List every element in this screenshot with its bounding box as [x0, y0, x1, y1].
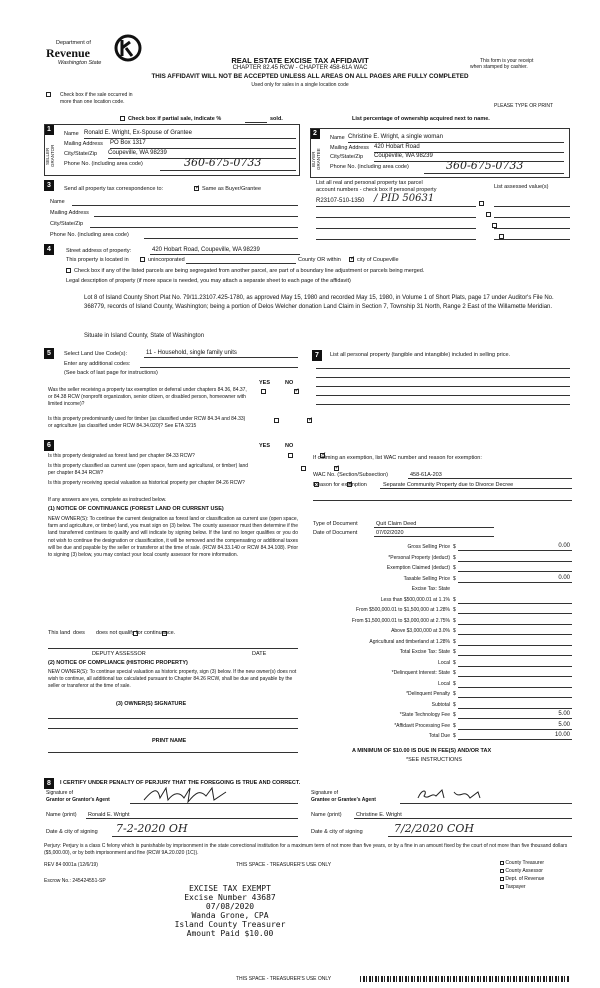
- section-7-marker: 7: [312, 350, 322, 361]
- tax-row-label: Taxable Selling Price: [403, 575, 450, 582]
- divider: [400, 803, 572, 804]
- divider: [316, 404, 570, 405]
- tax-row-line: [458, 697, 572, 698]
- tax-row-label: Total Excise Tax: State: [399, 649, 450, 655]
- q2-yes-checkbox[interactable]: [274, 418, 279, 423]
- divider: [160, 170, 296, 171]
- tax-row: [310, 710, 574, 721]
- tax-row-line: [458, 624, 572, 625]
- divider: [408, 478, 572, 479]
- divider: [186, 263, 296, 264]
- tax-row-line: [458, 561, 572, 562]
- seller-phone[interactable]: 360-675-0733: [184, 156, 262, 169]
- divider: [316, 228, 476, 229]
- forest-yes-checkbox[interactable]: [288, 453, 293, 458]
- parcel-handwritten: / PID 50631: [374, 193, 435, 204]
- tax-row-label: *State Technology Fee: [399, 712, 450, 718]
- divider: [348, 142, 564, 143]
- same-as-buyer-checkbox[interactable]: [194, 186, 199, 192]
- divider: [316, 239, 476, 240]
- personal-property-checkbox-2[interactable]: [486, 212, 491, 217]
- tax-row-line: [458, 550, 572, 551]
- tax-row: [310, 700, 574, 711]
- dollar-sign: $: [453, 617, 456, 624]
- dollar-sign: $: [453, 544, 456, 550]
- dollar-sign: $: [453, 649, 456, 655]
- tax-row-line: [458, 613, 572, 614]
- additional-codes-field[interactable]: [140, 367, 298, 368]
- dollar-sign: $: [453, 575, 456, 582]
- section-2-marker: 2: [310, 128, 320, 139]
- tax-row: [310, 647, 574, 658]
- divider: [86, 818, 298, 819]
- tax-row-label: Exemption Claimed (deduct): [386, 565, 450, 571]
- tax-row-line: [458, 582, 572, 583]
- tax-row-line: [458, 718, 572, 719]
- tax-row-line: [458, 634, 572, 635]
- perjury-notice: Perjury: Perjury is a class C felony which is punishable by imprisonment in the state correctional institution for a maximum term of not more than five years, or by a fine in an amount fixed by the court of not more than five thousand dollars ($5,000.00), or by both imprisonment and fine (RCW 9A.20.020 (1C)).: [44, 843, 568, 856]
- document-date[interactable]: 07/02/2020: [376, 530, 404, 536]
- divider: [112, 836, 298, 837]
- sec3-mail-field[interactable]: [94, 216, 298, 217]
- tax-row-label: Above $3,000,000 at 3.0%: [391, 628, 450, 634]
- tax-row: [310, 595, 574, 606]
- tax-row-line: [458, 729, 572, 730]
- sec3-phone-field[interactable]: [144, 238, 298, 239]
- divider: [316, 368, 570, 369]
- unincorporated-checkbox[interactable]: [140, 257, 145, 263]
- tax-row-value[interactable]: 0.00: [558, 543, 570, 549]
- dollar-sign: $: [453, 628, 456, 634]
- assessor-signature-line[interactable]: [48, 648, 298, 649]
- divider: [316, 377, 570, 378]
- tax-row-label: Subtotal: [431, 701, 450, 708]
- copy-distribution: County Treasurer County Assessor Dept. of Revenue Taxpayer: [500, 860, 544, 892]
- multi-location-checkbox[interactable]: [46, 92, 51, 98]
- divider: [144, 357, 298, 358]
- tax-row-label: *Delinquent Penalty: [406, 691, 450, 697]
- section-5-marker: 5: [44, 348, 54, 359]
- tax-row-label: Local: [438, 680, 450, 687]
- tax-row: [310, 626, 574, 637]
- tax-row: [310, 679, 574, 690]
- dollar-sign: $: [453, 554, 456, 561]
- section-8-marker: 8: [44, 778, 54, 789]
- tax-row-line: [458, 603, 572, 604]
- copy-checkbox-county-assessor[interactable]: [500, 869, 504, 873]
- tax-row-line: [458, 645, 572, 646]
- tax-row-value[interactable]: 5.00: [558, 721, 570, 728]
- current-use-yes-checkbox[interactable]: [301, 466, 306, 471]
- tax-row: [310, 668, 574, 679]
- tax-row-value[interactable]: 5.00: [558, 711, 570, 717]
- q2-no-checkbox[interactable]: [307, 418, 312, 423]
- parcel-rows: [316, 206, 486, 246]
- grantee-print-name[interactable]: Christine E. Wright: [356, 812, 402, 818]
- revenue-logo-icon: [114, 34, 144, 64]
- partial-sale-checkbox[interactable]: [120, 116, 125, 122]
- seller-mailing[interactable]: PO Box 1317: [110, 140, 146, 146]
- parcel-number-1[interactable]: R23107-510-1350: [316, 198, 365, 204]
- divider: [374, 527, 494, 528]
- tax-row: [310, 574, 574, 585]
- tax-row: [310, 658, 574, 669]
- tax-row: [310, 542, 574, 553]
- tax-row-label: Total Due: [428, 733, 450, 739]
- situate-text: Situate in Island County, State of Washington: [84, 333, 205, 339]
- dollar-sign: $: [453, 659, 456, 666]
- divider: [494, 206, 570, 207]
- treasurer-stamp: EXCISE TAX EXEMPT Excise Number 43687 07/08/2020 Wanda Grone, CPA Island County Treasurer Amount Paid $10.00: [174, 884, 286, 938]
- tax-row: [310, 616, 574, 627]
- owner-signature-line[interactable]: [48, 718, 298, 719]
- personal-property-checkbox-1[interactable]: [479, 201, 484, 206]
- divider: [150, 254, 300, 255]
- buyer-name[interactable]: Christine E. Wright, a single woman: [348, 134, 443, 140]
- q1-yes-checkbox[interactable]: [261, 389, 266, 394]
- tax-row-line: [458, 666, 572, 667]
- wac-number[interactable]: 458-61A-203: [410, 472, 442, 478]
- copy-checkbox-taxpayer[interactable]: [500, 885, 504, 889]
- tax-row: [310, 637, 574, 648]
- sec3-city-field[interactable]: [90, 227, 298, 228]
- buyer-mailing[interactable]: 420 Hobart Road: [374, 144, 420, 150]
- grantee-signature: [414, 786, 494, 804]
- current-use-no-checkbox[interactable]: [334, 466, 339, 471]
- divider: [316, 386, 570, 387]
- barcode: [360, 976, 570, 982]
- dor-logo: Department of Revenue Washington State: [40, 38, 150, 70]
- divider: [380, 488, 572, 489]
- tax-row: [310, 553, 574, 564]
- divider: [494, 239, 570, 240]
- tax-row-line: [458, 571, 572, 572]
- buyer-phone[interactable]: 360-675-0733: [446, 159, 524, 172]
- tax-row-line: [458, 708, 572, 709]
- document-type[interactable]: Quit Claim Deed: [376, 521, 417, 527]
- dollar-sign: $: [453, 596, 456, 603]
- divider: [424, 173, 564, 174]
- partial-percent-field[interactable]: [245, 122, 267, 123]
- tax-row-line: [458, 655, 572, 656]
- exemption-reason[interactable]: Separate Community Property due to Divorce Decree: [383, 482, 514, 488]
- city-checkbox[interactable]: [349, 257, 354, 263]
- dollar-sign: $: [453, 565, 456, 571]
- land-use-code[interactable]: 11 - Household, single family units: [146, 350, 237, 356]
- tax-row-line: [458, 739, 572, 740]
- copy-checkbox-dept-of-revenue[interactable]: [500, 877, 504, 881]
- divider: [48, 752, 298, 753]
- divider: [84, 138, 296, 139]
- dollar-sign: $: [453, 638, 456, 645]
- tax-row-value[interactable]: 0.00: [558, 574, 570, 581]
- tax-row-label: *Delinquent Interest: State: [391, 670, 450, 676]
- copy-checkbox-county-treasurer[interactable]: [500, 861, 504, 865]
- section-1-marker: 1: [44, 124, 54, 135]
- dollar-sign: $: [453, 712, 456, 718]
- dollar-sign: $: [453, 691, 456, 697]
- seller-city[interactable]: Coupeville, WA 98239: [108, 150, 167, 156]
- grantor-print-name[interactable]: Ronald E. Wright: [88, 812, 130, 818]
- tax-row-label: From $500,000.01 to $1,500,000 at 1.28%: [356, 607, 450, 613]
- segregate-checkbox[interactable]: [66, 268, 71, 274]
- section-4-marker: 4: [44, 244, 54, 255]
- divider: [48, 728, 298, 729]
- tax-row: [310, 731, 574, 742]
- buyer-city[interactable]: Coupeville, WA 98239: [374, 153, 433, 159]
- tax-row-line: [458, 687, 572, 688]
- sec3-name-field[interactable]: [72, 205, 298, 206]
- tax-row-label: From $1,500,000.01 to $3,000,000 at 2.75%: [351, 617, 450, 624]
- tax-row-value[interactable]: 10.00: [554, 732, 570, 738]
- divider: [316, 395, 570, 396]
- divider: [388, 836, 572, 837]
- dollar-sign: $: [453, 722, 456, 729]
- grantee-date-city[interactable]: 7/2/2020 COH: [394, 822, 474, 835]
- tax-row-line: [458, 676, 572, 677]
- divider: [316, 206, 476, 207]
- dollar-sign: $: [453, 733, 456, 739]
- tax-row-label: Agricultural and timberland at 1.28%: [369, 638, 450, 645]
- form-warning: THIS AFFIDAVIT WILL NOT BE ACCEPTED UNLESS ALL AREAS ON ALL PAGES ARE FULLY COMPLETED: [151, 73, 469, 80]
- dollar-sign: $: [453, 670, 456, 676]
- divider: [130, 803, 298, 804]
- form-title: REAL ESTATE EXCISE TAX AFFIDAVIT: [231, 56, 369, 65]
- tax-row-label: *Affidavit Processing Fee: [394, 722, 450, 729]
- tax-row: [310, 563, 574, 574]
- divider: [494, 228, 570, 229]
- divider: [316, 217, 476, 218]
- tax-row: [310, 689, 574, 700]
- tax-row-label: Less than $500,000.01 at 1.1%: [380, 596, 450, 603]
- section-3-marker: 3: [44, 180, 54, 191]
- tax-row-label: Excise Tax: State: [411, 586, 450, 592]
- dollar-sign: $: [453, 680, 456, 687]
- divider: [354, 818, 572, 819]
- q1-no-checkbox[interactable]: [294, 389, 299, 394]
- dollar-sign: $: [453, 607, 456, 613]
- tax-row: [310, 605, 574, 616]
- divider: [110, 148, 296, 149]
- legal-description: Lot 8 of Island County Short Plat No. 79/11.23107.425-1780, as approved May 15, 1980 and recorded May 15, 1980, in Volume 1 of Short Plats, page 17 under Auditor's File No. 368779, records of Island County, Washington; being a portion of Delos Welcher donation Land Claim in Section 7, Township 31 North, Range 2 East of the Willamette Meridian.: [84, 295, 554, 310]
- seller-name[interactable]: Ronald E. Wright, Ex-Spouse of Grantee: [84, 130, 192, 136]
- tax-row-label: *Personal Property (deduct): [388, 554, 450, 561]
- tax-row-label: Local: [438, 659, 450, 666]
- tax-row: [310, 721, 574, 732]
- escrow-number: Escrow No.: 245424551-SP: [44, 878, 106, 884]
- divider: [494, 217, 570, 218]
- grantor-signature: [140, 784, 290, 804]
- dollar-sign: $: [453, 701, 456, 708]
- tax-row: [310, 584, 574, 595]
- form-chapter: CHAPTER 82.45 RCW - CHAPTER 458-61A WAC: [232, 65, 368, 71]
- divider: [374, 536, 494, 537]
- tax-row-label: Gross Selling Price: [407, 544, 450, 550]
- divider: [313, 500, 572, 501]
- section-6-marker: 6: [44, 440, 54, 451]
- grantor-date-city[interactable]: 7-2-2020 OH: [116, 822, 188, 835]
- property-address[interactable]: 420 Hobart Road, Coupeville, WA 98239: [152, 247, 260, 253]
